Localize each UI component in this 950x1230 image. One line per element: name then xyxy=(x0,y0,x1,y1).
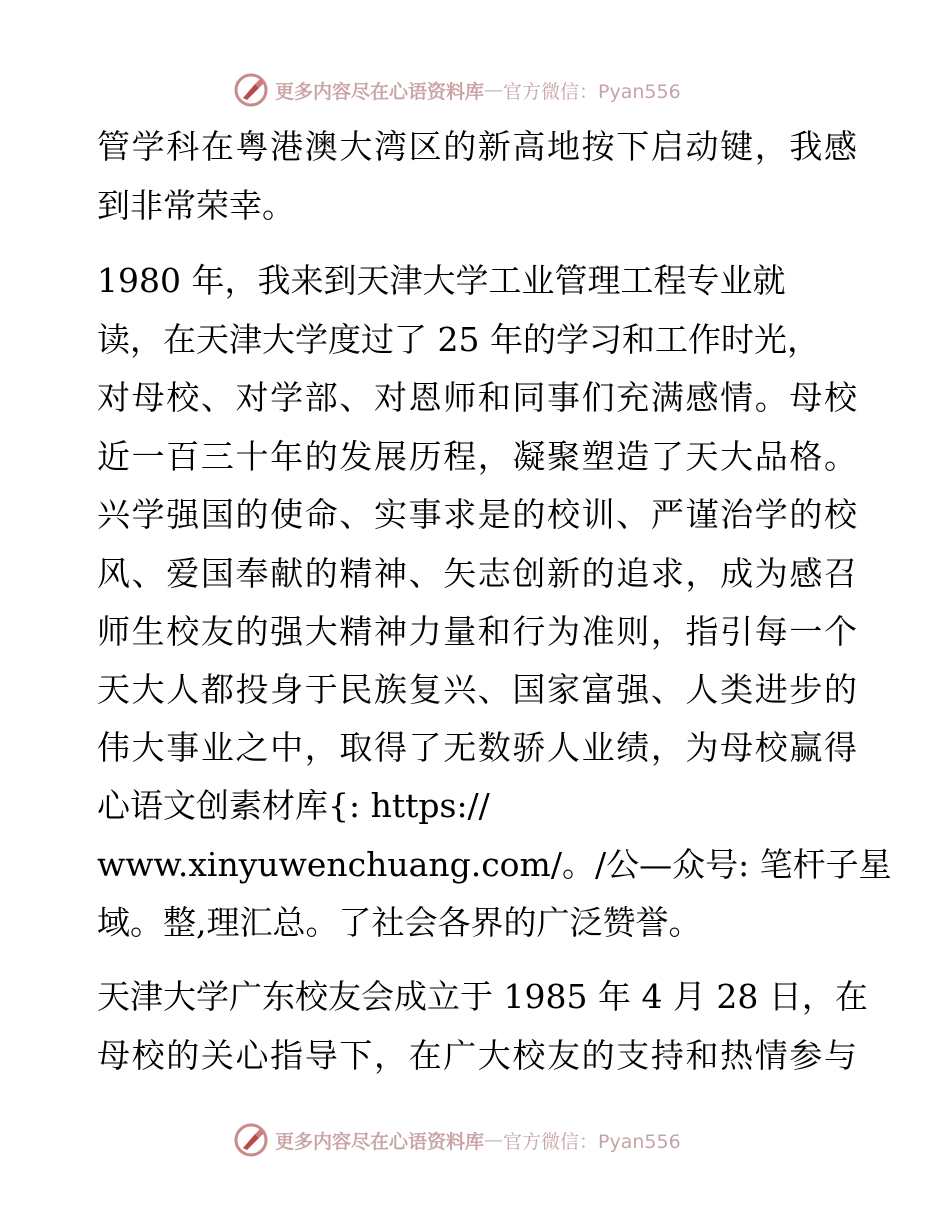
banner-wechat-text: 官方微信：Pyan556 xyxy=(503,80,681,103)
text-line: 师生校友的强大精神力量和行为准则，指引每一个 xyxy=(97,612,857,651)
text-line: 到非常荣幸。 xyxy=(97,186,295,225)
text-line: 心语文创素材库{: https:// xyxy=(97,786,490,825)
banner-main-text: 更多内容尽在心语资料库 xyxy=(275,80,485,103)
text-line: 近一百三十年的发展历程，凝聚塑造了天大品格。 xyxy=(97,437,857,476)
text-line: 天津大学广东校友会成立于 1985 年 4 月 28 日，在 xyxy=(97,977,868,1016)
banner-separator: — xyxy=(484,79,504,101)
banner-separator: — xyxy=(484,1129,504,1151)
header-banner xyxy=(0,70,950,110)
footer-banner xyxy=(0,1120,950,1160)
banner-main-text: 更多内容尽在心语资料库 xyxy=(275,1130,485,1153)
text-line: 兴学强国的使命、实事求是的校训、严谨治学的校 xyxy=(97,495,857,534)
text-line: 对母校、对学部、对恩师和同事们充满感情。母校 xyxy=(97,378,857,417)
pen-nib-logo-icon xyxy=(233,1122,269,1158)
text-line: 母校的关心指导下，在广大校友的支持和热情参与 xyxy=(97,1036,857,1075)
pen-nib-logo-icon xyxy=(233,72,269,108)
text-line: 读，在天津大学度过了 25 年的学习和工作时光， xyxy=(97,320,820,359)
text-line: 1980 年，我来到天津大学工业管理工程专业就 xyxy=(97,261,786,300)
banner-wechat-text: 官方微信：Pyan556 xyxy=(503,1130,681,1153)
text-line: 管学科在粤港澳大湾区的新高地按下启动键，我感 xyxy=(97,127,857,166)
text-line: 风、爱国奉献的精神、矢志创新的追求，成为感召 xyxy=(97,554,857,593)
text-line: www.xinyuwenchuang.com/。/公—众号: 笔杆子星 xyxy=(97,845,892,884)
text-line: 伟大事业之中，取得了无数骄人业绩，为母校赢得 xyxy=(97,728,857,767)
text-line: 域。整,理汇总。了社会各界的广泛赞誉。 xyxy=(97,903,702,942)
text-line: 天大人都投身于民族复兴、国家富强、人类进步的 xyxy=(97,670,857,709)
